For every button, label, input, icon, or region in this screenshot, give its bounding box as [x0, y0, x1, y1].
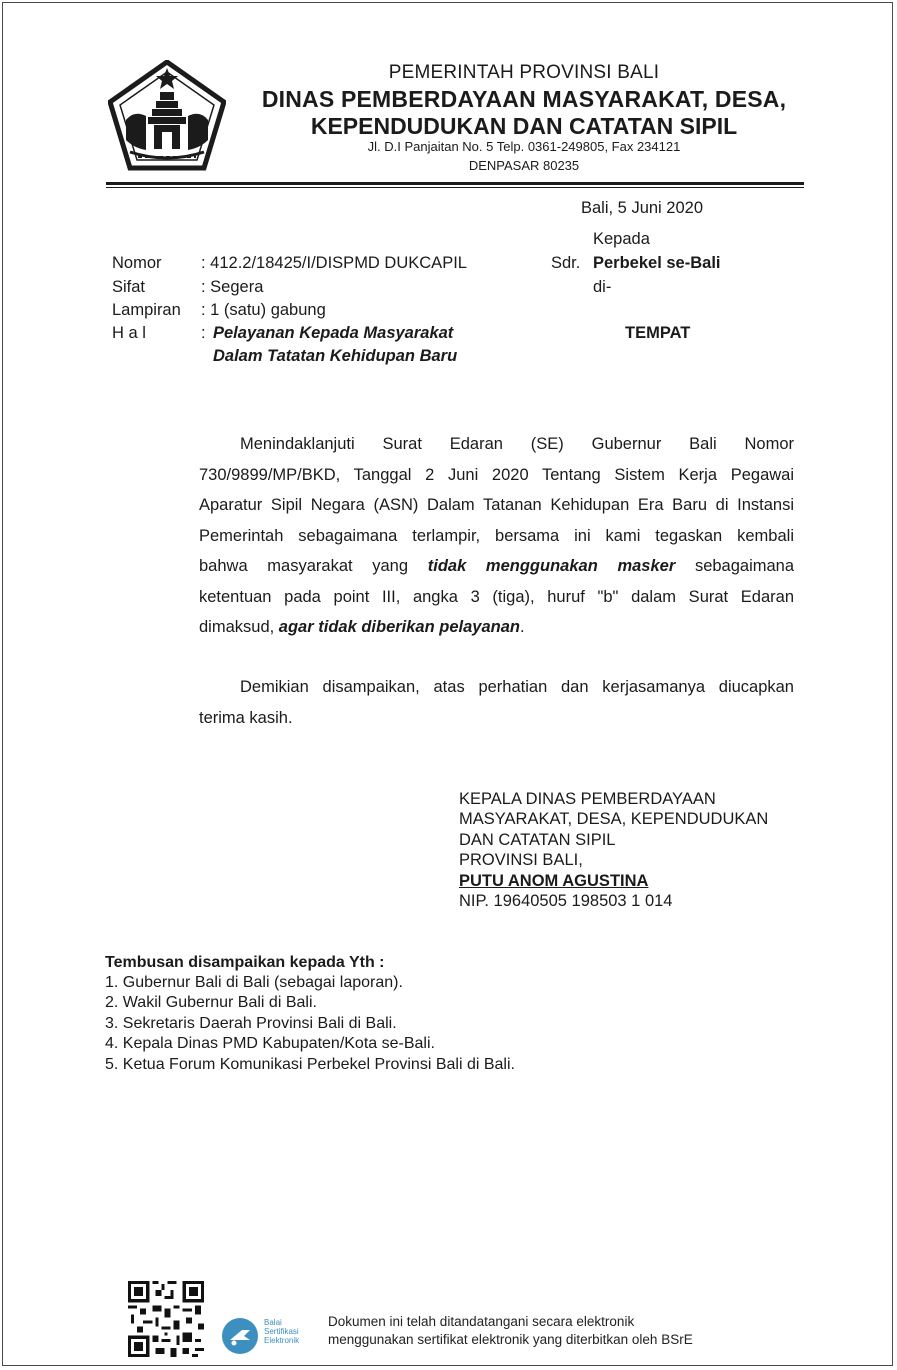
- hal-value-line1: Pelayanan Kepada Masyarakat: [213, 324, 454, 342]
- emphasis-no-mask: tidak menggunakan masker: [427, 557, 676, 575]
- letter-date: Bali, 5 Juni 2020: [581, 199, 704, 217]
- agency-name-line1: DINAS PEMBERDAYAAN MASYARAKAT, DESA,: [261, 86, 787, 112]
- bsre-label: [264, 1318, 299, 1345]
- body-text: .: [519, 618, 525, 636]
- body-line: Menindaklanjuti Surat Edaran (SE) Gubernur Bali Nomor: [240, 435, 794, 453]
- body-paragraph-2: [199, 672, 794, 733]
- cc-item: 5. Ketua Forum Komunikasi Perbekel Provinsi Bali di Bali.: [105, 1056, 515, 1073]
- letterhead-rule-thick: [106, 182, 804, 185]
- nomor-value: : 412.2/18425/I/DISPMD DUKCAPIL: [201, 254, 467, 272]
- agency-city: DENPASAR 80235: [468, 158, 580, 173]
- qr-code-icon: [128, 1281, 204, 1357]
- body-line: [199, 551, 794, 582]
- cc-item: 2. Wakil Gubernur Bali di Bali.: [105, 994, 317, 1011]
- signatory-title-line1: KEPALA DINAS PEMBERDAYAAN: [459, 790, 716, 808]
- sifat-label: Sifat: [112, 278, 146, 296]
- esign-notice-line1: Dokumen ini telah ditandatangani secara elektronik: [328, 1314, 635, 1329]
- bsre-logo-icon: [220, 1316, 260, 1356]
- agency-address: Jl. D.I Panjaitan No. 5 Telp. 0361-249805, Fax 234121: [367, 139, 681, 154]
- body-line: terima kasih.: [199, 708, 293, 727]
- recipient-tempat: TEMPAT: [625, 324, 691, 342]
- lampiran-value: : 1 (satu) gabung: [201, 301, 326, 319]
- signatory-title-line4: PROVINSI BALI,: [459, 851, 583, 869]
- body-line: Demikian disampaikan, atas perhatian dan kerjasamanya diucapkan: [240, 678, 794, 696]
- letterhead-rule-thin: [106, 187, 804, 188]
- cc-heading: Tembusan disampaikan kepada Yth :: [105, 954, 385, 971]
- emphasis-no-service: agar tidak diberikan pelayanan: [278, 618, 520, 636]
- recipient-di: di-: [593, 278, 612, 296]
- sifat-value: : Segera: [201, 278, 264, 296]
- signatory-title-line2: MASYARAKAT, DESA, KEPENDUDUKAN: [459, 810, 769, 828]
- body-line: [199, 612, 794, 643]
- body-text: sebagaimana: [694, 557, 795, 575]
- cc-item: 3. Sekretaris Daerah Provinsi Bali di Bali.: [105, 1015, 397, 1032]
- lampiran-label: Lampiran: [112, 301, 181, 319]
- bsre-label-line2: Sertifikasi: [264, 1327, 299, 1336]
- government-name: PEMERINTAH PROVINSI BALI: [388, 62, 660, 83]
- body-text: dimaksud,: [199, 618, 279, 636]
- signatory-title-line3: DAN CATATAN SIPIL: [459, 831, 616, 849]
- hal-value-line2: Dalam Tatatan Kehidupan Baru: [213, 347, 458, 365]
- signatory-nip: NIP. 19640505 198503 1 014: [459, 892, 673, 910]
- hal-colon: :: [201, 324, 206, 342]
- agency-name-line2: KEPENDUDUKAN DAN CATATAN SIPIL: [310, 113, 738, 139]
- recipient-name: Perbekel se-Bali: [593, 254, 721, 272]
- bali-province-emblem-icon: [108, 60, 226, 172]
- cc-item: 1. Gubernur Bali di Bali (sebagai laporan).: [105, 974, 403, 991]
- body-text: bahwa masyarakat yang: [199, 557, 409, 575]
- signatory-name: PUTU ANOM AGUSTINA: [459, 872, 649, 890]
- hal-label: H a l: [112, 324, 146, 342]
- body-line: 730/9899/MP/BKD, Tanggal 2 Juni 2020 Tentang Sistem Kerja Pegawai: [199, 465, 794, 484]
- bsre-label-line3: Elektronik: [264, 1336, 300, 1345]
- body-line: ketentuan pada point III, angka 3 (tiga), huruf "b" dalam Surat Edaran: [199, 587, 794, 606]
- recipient-kepada: Kepada: [593, 230, 650, 248]
- nomor-label: Nomor: [112, 254, 162, 272]
- body-line: Pemerintah sebagaimana terlampir, bersama ini kami tegaskan kembali: [199, 526, 794, 545]
- esign-notice-line2: menggunakan sertifikat elektronik yang diterbitkan oleh BSrE: [328, 1332, 693, 1347]
- body-line: Aparatur Sipil Negara (ASN) Dalam Tatanan Kehidupan Era Baru di Instansi: [199, 496, 794, 514]
- body-paragraph-1: [199, 429, 794, 643]
- bsre-label-line1: Balai: [264, 1318, 282, 1327]
- cc-item: 4. Kepala Dinas PMD Kabupaten/Kota se-Bali.: [105, 1035, 435, 1052]
- recipient-sdr: Sdr.: [551, 254, 581, 272]
